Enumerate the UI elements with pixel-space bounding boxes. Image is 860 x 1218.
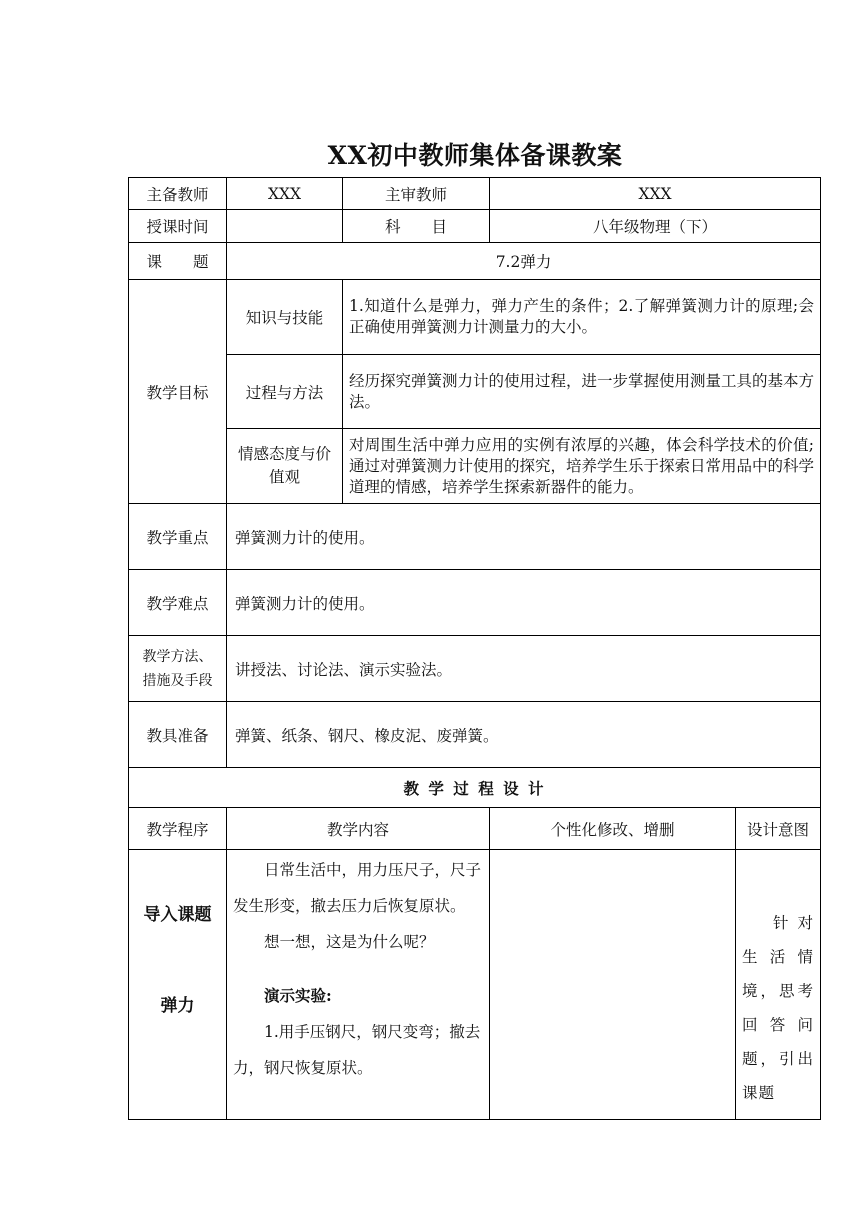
reviewer-label: 主审教师	[343, 178, 490, 210]
procedure-intro: 导入课题	[143, 905, 212, 925]
methods-label-line2: 措施及手段	[142, 672, 213, 689]
process-column-header-row	[129, 808, 821, 850]
process-heading: 教 学 过 程 设 计	[129, 768, 821, 808]
goal-text: 1.知道什么是弹力，弹力产生的条件；2.了解弹簧测力计的原理;会正确使用弹簧测力计测量力的大小。	[343, 280, 821, 355]
subject-value: 八年级物理（下）	[490, 210, 821, 243]
tools-value: 弹簧、纸条、钢尺、橡皮泥、废弹簧。	[227, 702, 821, 768]
main-teacher-label: 主备教师	[129, 178, 227, 210]
difficulty-value: 弹簧测力计的使用。	[227, 570, 821, 636]
procedure-cell	[129, 850, 227, 1120]
goal-name: 知识与技能	[227, 280, 343, 355]
col-content-header: 教学内容	[227, 808, 490, 850]
topic-value: 7.2弹力	[227, 243, 821, 280]
tools-label: 教具准备	[129, 702, 227, 768]
subject-label: 科 目	[343, 210, 490, 243]
time-value	[227, 210, 343, 243]
reviewer-value: XXX	[490, 178, 821, 210]
methods-label-line1: 教学方法、	[142, 648, 213, 665]
col-intent-header: 设计意图	[736, 808, 821, 850]
goal-row-attitude	[129, 429, 821, 504]
goals-label: 教学目标	[129, 280, 227, 504]
difficulty-label: 教学难点	[129, 570, 227, 636]
time-label: 授课时间	[129, 210, 227, 243]
tools-row	[129, 702, 821, 768]
difficulty-row	[129, 570, 821, 636]
goal-name: 情感态度与价值观	[227, 429, 343, 504]
content-paragraph: 1.用手压钢尺，钢尺变弯；撤去力，钢尺恢复原状。	[233, 1023, 481, 1077]
intent-text: 针对生活情境，思考回答问题，引出课题	[742, 914, 815, 1102]
header-row-time	[129, 210, 821, 243]
key-point-row	[129, 504, 821, 570]
lesson-plan-table	[128, 177, 821, 1120]
key-point-label: 教学重点	[129, 504, 227, 570]
topic-label: 课 题	[129, 243, 227, 280]
content-heading: 演示实验:	[264, 986, 332, 1005]
col-modify-header: 个性化修改、增删	[490, 808, 736, 850]
process-row	[129, 850, 821, 1120]
process-heading-row	[129, 768, 821, 808]
intent-cell	[736, 850, 821, 1120]
content-cell	[227, 850, 490, 1120]
content-paragraph: 想一想，这是为什么呢？	[264, 933, 435, 951]
key-point-value: 弹簧测力计的使用。	[227, 504, 821, 570]
procedure-topic: 弹力	[160, 996, 195, 1016]
goal-row-knowledge	[129, 280, 821, 355]
main-teacher-value: XXX	[227, 178, 343, 210]
goal-text: 对周围生活中弹力应用的实例有浓厚的兴趣，体会科学技术的价值;通过对弹簧测力计使用的探究，培养学生乐于探索日常用品中的科学道理的情感，培养学生探索新器件的能力。	[343, 429, 821, 504]
modify-cell	[490, 850, 736, 1120]
content-paragraph: 日常生活中，用力压尺子，尺子发生形变，撤去压力后恢复原状。	[233, 861, 482, 915]
goal-row-process	[129, 355, 821, 429]
col-procedure-header: 教学程序	[129, 808, 227, 850]
goal-text: 经历探究弹簧测力计的使用过程，进一步掌握使用测量工具的基本方法。	[343, 355, 821, 429]
goal-name: 过程与方法	[227, 355, 343, 429]
header-row-topic	[129, 243, 821, 280]
page-title: XX初中教师集体备课教案	[327, 141, 623, 170]
methods-label	[129, 636, 227, 702]
header-row-teachers	[129, 178, 821, 210]
methods-value: 讲授法、讨论法、演示实验法。	[227, 636, 821, 702]
methods-row	[129, 636, 821, 702]
